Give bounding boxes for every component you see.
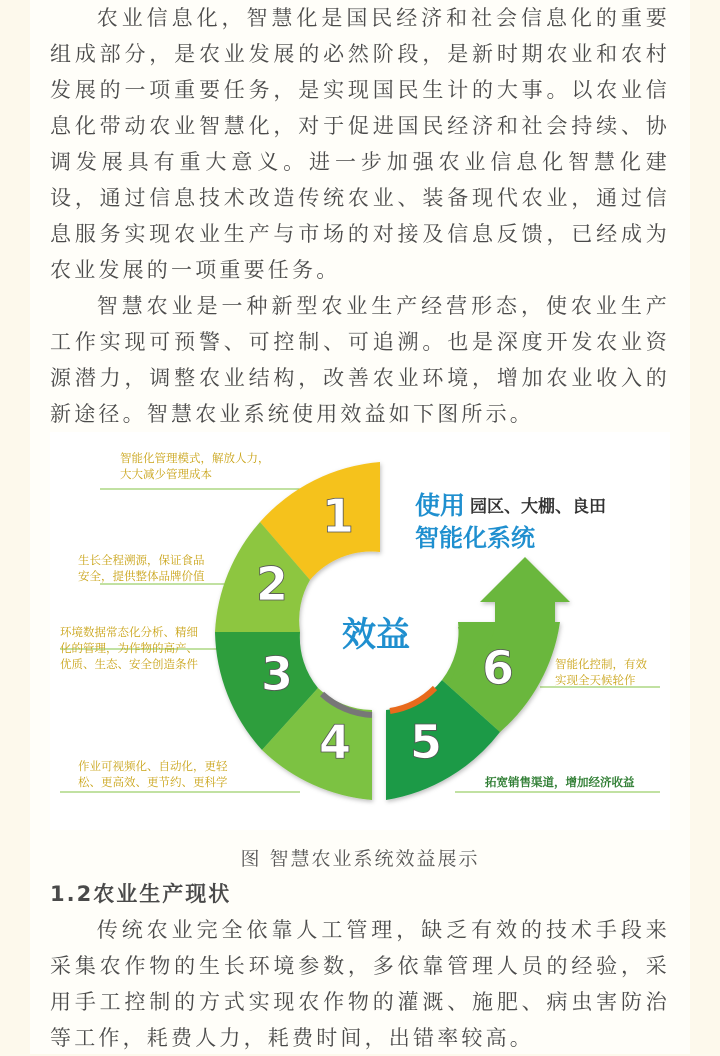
diagram-title-use: 使用	[415, 491, 466, 520]
diagram-title-system: 智能化系统	[415, 524, 535, 552]
paragraph-smart-agriculture-text: 智慧农业是一种新型农业生产经营形态，使农业生产工作实现可预警、可控制、可追溯。也是深度开发农业资源潜力，调整农业结构，改善农业环境，增加农业收入的新途径。智慧农业系统使用效益如下图所示。	[50, 294, 670, 426]
desc-4-line-2: 松、更高效、更节约、更科学	[78, 775, 228, 789]
desc-2-line-1: 生长全程溯源，保证食品	[78, 553, 205, 567]
section-heading: 1.2农业生产现状	[50, 882, 232, 906]
segment-number-3: 3	[260, 647, 294, 701]
segment-number-1: 1	[321, 489, 355, 543]
diagram-title-places: 园区、大棚、良田	[470, 497, 606, 517]
desc-3-line-3: 优质、生态、安全创造条件	[60, 657, 198, 671]
segment-number-2: 2	[255, 557, 289, 611]
desc-1-line-1: 智能化管理模式，解放人力，	[120, 451, 270, 465]
desc-1-line-2: 大大减少管理成本	[120, 467, 212, 481]
article-page	[30, 0, 690, 1054]
benefits-diagram-svg	[50, 432, 670, 830]
segment-number-5: 5	[409, 715, 443, 769]
center-label: 效益	[342, 615, 410, 655]
paragraph-smart-agriculture	[50, 288, 670, 432]
desc-2-line-2: 安全，提供整体品牌价值	[78, 569, 205, 583]
segment-number-4: 4	[318, 715, 352, 769]
desc-6-line-1: 智能化控制，有效	[555, 657, 647, 671]
desc-3-line-1: 环境数据常态化分析、精细	[60, 625, 198, 639]
paragraph-intro-text: 农业信息化，智慧化是国民经济和社会信息化的重要组成部分，是农业发展的必然阶段，是新时期农业和农村发展的一项重要任务，是实现国民生计的大事。以农业信息化带动农业智慧化，对于促进国民经济和社会持续、协调发展具有重大意义。进一步加强农业信息化智慧化建设，通过信息技术改造传统农业、装备现代农业，通过信息服务实现农业生产与市场的对接及信息反馈，已经成为农业发展的一项重要任务。	[50, 6, 670, 282]
segment-number-6: 6	[481, 641, 515, 695]
paragraph-intro	[50, 0, 670, 288]
desc-3-line-2: 化的管理，为作物的高产、	[60, 641, 198, 655]
benefits-diagram	[50, 432, 670, 830]
desc-5-line-1: 拓宽销售渠道，增加经济收益	[485, 775, 635, 789]
paragraph-current-status-text: 传统农业完全依靠人工管理，缺乏有效的技术手段来采集农作物的生长环境参数，多依靠管理人员的经验，采用手工控制的方式实现农作物的灌溉、施肥、病虫害防治等工作，耗费人力，耗费时间，出错率较高。	[50, 918, 670, 1050]
paragraph-current-status	[50, 912, 670, 1056]
figure-caption: 图 智慧农业系统效益展示	[240, 848, 480, 870]
desc-6-line-2: 实现全天候轮作	[555, 673, 636, 687]
desc-4-line-1: 作业可视频化、自动化，更轻	[78, 759, 228, 773]
